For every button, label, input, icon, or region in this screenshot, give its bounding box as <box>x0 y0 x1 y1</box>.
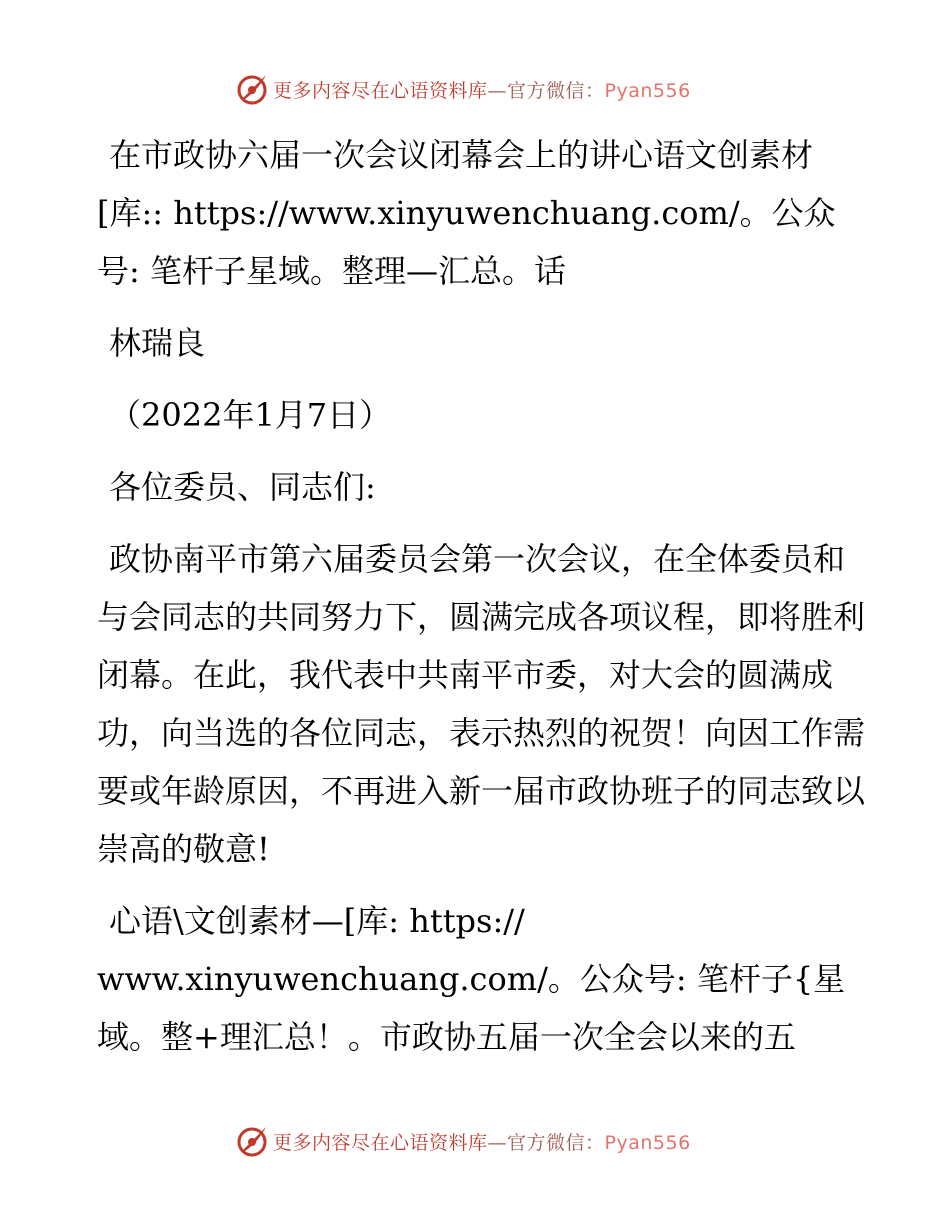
watermark-wechat-id: Pyan556 <box>604 79 691 102</box>
document-paragraph: www.xinyuwenchuang.com/。公众号: 笔杆子{星域。整+理汇总！。市政协五届一次全会以来的五 <box>97 960 846 1056</box>
watermark-footer <box>235 1123 735 1159</box>
document-salutation: 各位委员、同志们: <box>109 468 376 506</box>
watermark-wechat-label: —官方微信： <box>487 1131 605 1154</box>
watermark-wechat-id: Pyan556 <box>604 1131 691 1154</box>
watermark-header <box>235 71 735 107</box>
watermark-label: 更多内容尽在心语资料库 <box>273 79 488 102</box>
document-date: （2022年1月7日） <box>109 396 392 434</box>
document-title: 在市政协六届一次会议闭幕会上的讲心语文创素材[库:: https://www.xinyuwenchuang.com/。公众号: 笔杆子星域。整理—汇总。话 <box>97 136 836 290</box>
document-body <box>97 126 867 1080</box>
watermark-wechat-label: —官方微信： <box>487 79 605 102</box>
quill-logo-icon <box>235 72 269 106</box>
document-paragraph: 政协南平市第六届委员会第一次会议，在全体委员和与会同志的共同努力下，圆满完成各项议程，即将胜利闭幕。在此，我代表中共南平市委，对大会的圆满成功，向当选的各位同志，表示热烈的祝贺！向因工作需要或年龄原因，不再进入新一届市政协班子的同志致以崇高的敬意! <box>97 540 866 868</box>
watermark-label: 更多内容尽在心语资料库 <box>273 1131 488 1154</box>
document-author: 林瑞良 <box>109 324 206 362</box>
quill-logo-icon <box>235 1124 269 1158</box>
document-paragraph-line: 心语\文创素材—[库: https:// <box>109 902 525 940</box>
